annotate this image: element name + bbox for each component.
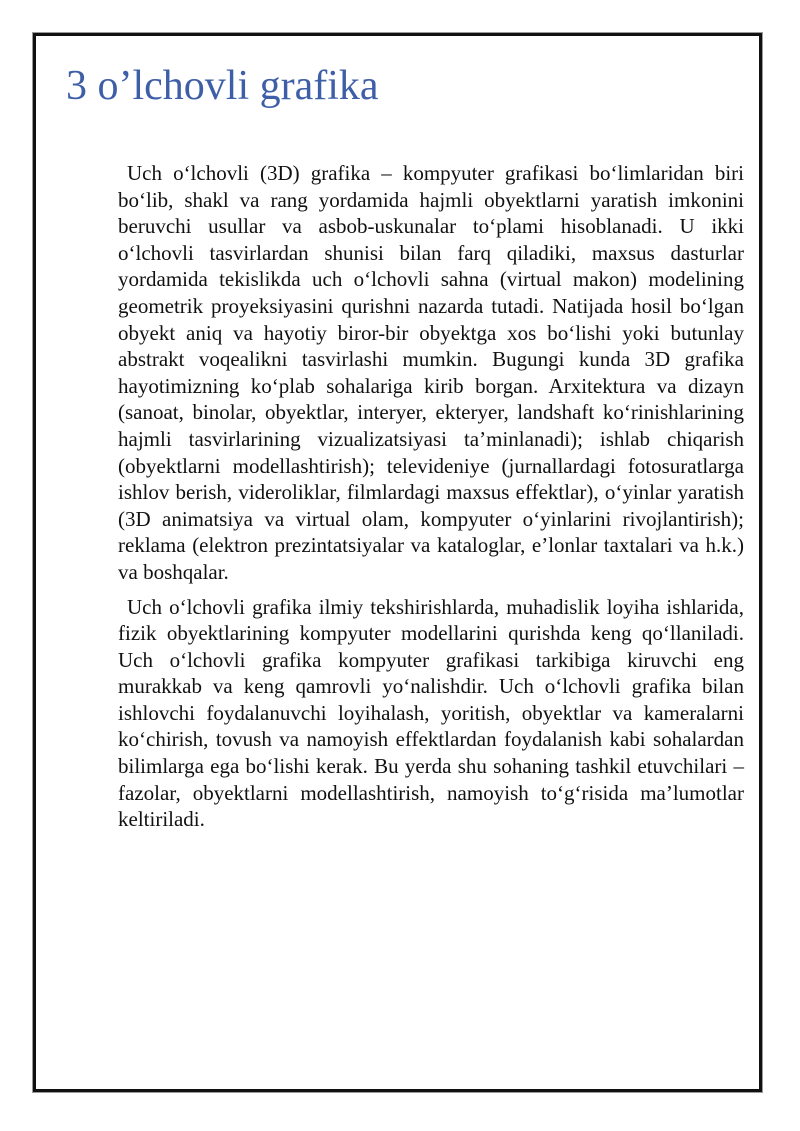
body-text <box>118 160 744 833</box>
page-title: 3 o’lchovli grafika <box>66 63 379 109</box>
page-frame <box>33 33 762 1092</box>
paragraph-1: Uch o‘lchovli (3D) grafika – kompyuter grafikasi bo‘limlaridan biri bo‘lib, shakl va rang yordamida hajmli obyektlarni yaratish imkonini beruvchi usullar va asbob-uskunalar to‘plami hisoblanadi. U ikki o‘lchovli tasvirlardan shunisi bilan farq qiladiki, maxsus dasturlar yordamida tekislikda uch o‘lchovli sahna (virtual makon) modelining geometrik proyeksiyasini qurishni nazarda tutadi. Natijada hosil bo‘lgan obyekt aniq va hayotiy biror-bir obyektga xos bo‘lishi yoki butunlay abstrakt voqealikni tasvirlashi mumkin. Bugungi kunda 3D grafika hayotimizning ko‘plab sohalariga kirib borgan. Arxitektura va dizayn (sanoat, binolar, obyektlar, interyer, ekteryer, landshaft ko‘rinishlarining hajmli tasvirlarining vizualizatsiyasi ta’minlanadi); ishlab chiqarish (obyektlarni modellashtirish); televideniye (jurnallardagi fotosuratlarga ishlov berish, videroliklar, filmlardagi maxsus effektlar), o‘yinlar yaratish (3D animatsiya va virtual olam, kompyuter o‘yinlarini rivojlantirish); reklama (elektron prezintatsiyalar va kataloglar, e’lonlar taxtalari va h.k.) va boshqalar. <box>118 161 744 584</box>
paragraph-2: Uch o‘lchovli grafika ilmiy tekshirishlarda, muhadislik loyiha ishlarida, fizik obyektlarining kompyuter modellarini qurishda keng qo‘llaniladi. Uch o‘lchovli grafika kompyuter grafikasi tarkibiga kiruvchi eng murakkab va keng qamrovli yo‘nalishdir. Uch o‘lchovli grafika bilan ishlovchi foydalanuvchi loyihalash, yoritish, obyektlar va kameralarni ko‘chirish, tovush va namoyish effektlardan foydalanish kabi sohalardan bilimlarga ega bo‘lishi kerak. Bu yerda shu sohaning tashkil etuvchilari – fazolar, obyektlarni modellashtirish, namoyish to‘g‘risida ma’lumotlar keltiriladi. <box>118 594 744 832</box>
